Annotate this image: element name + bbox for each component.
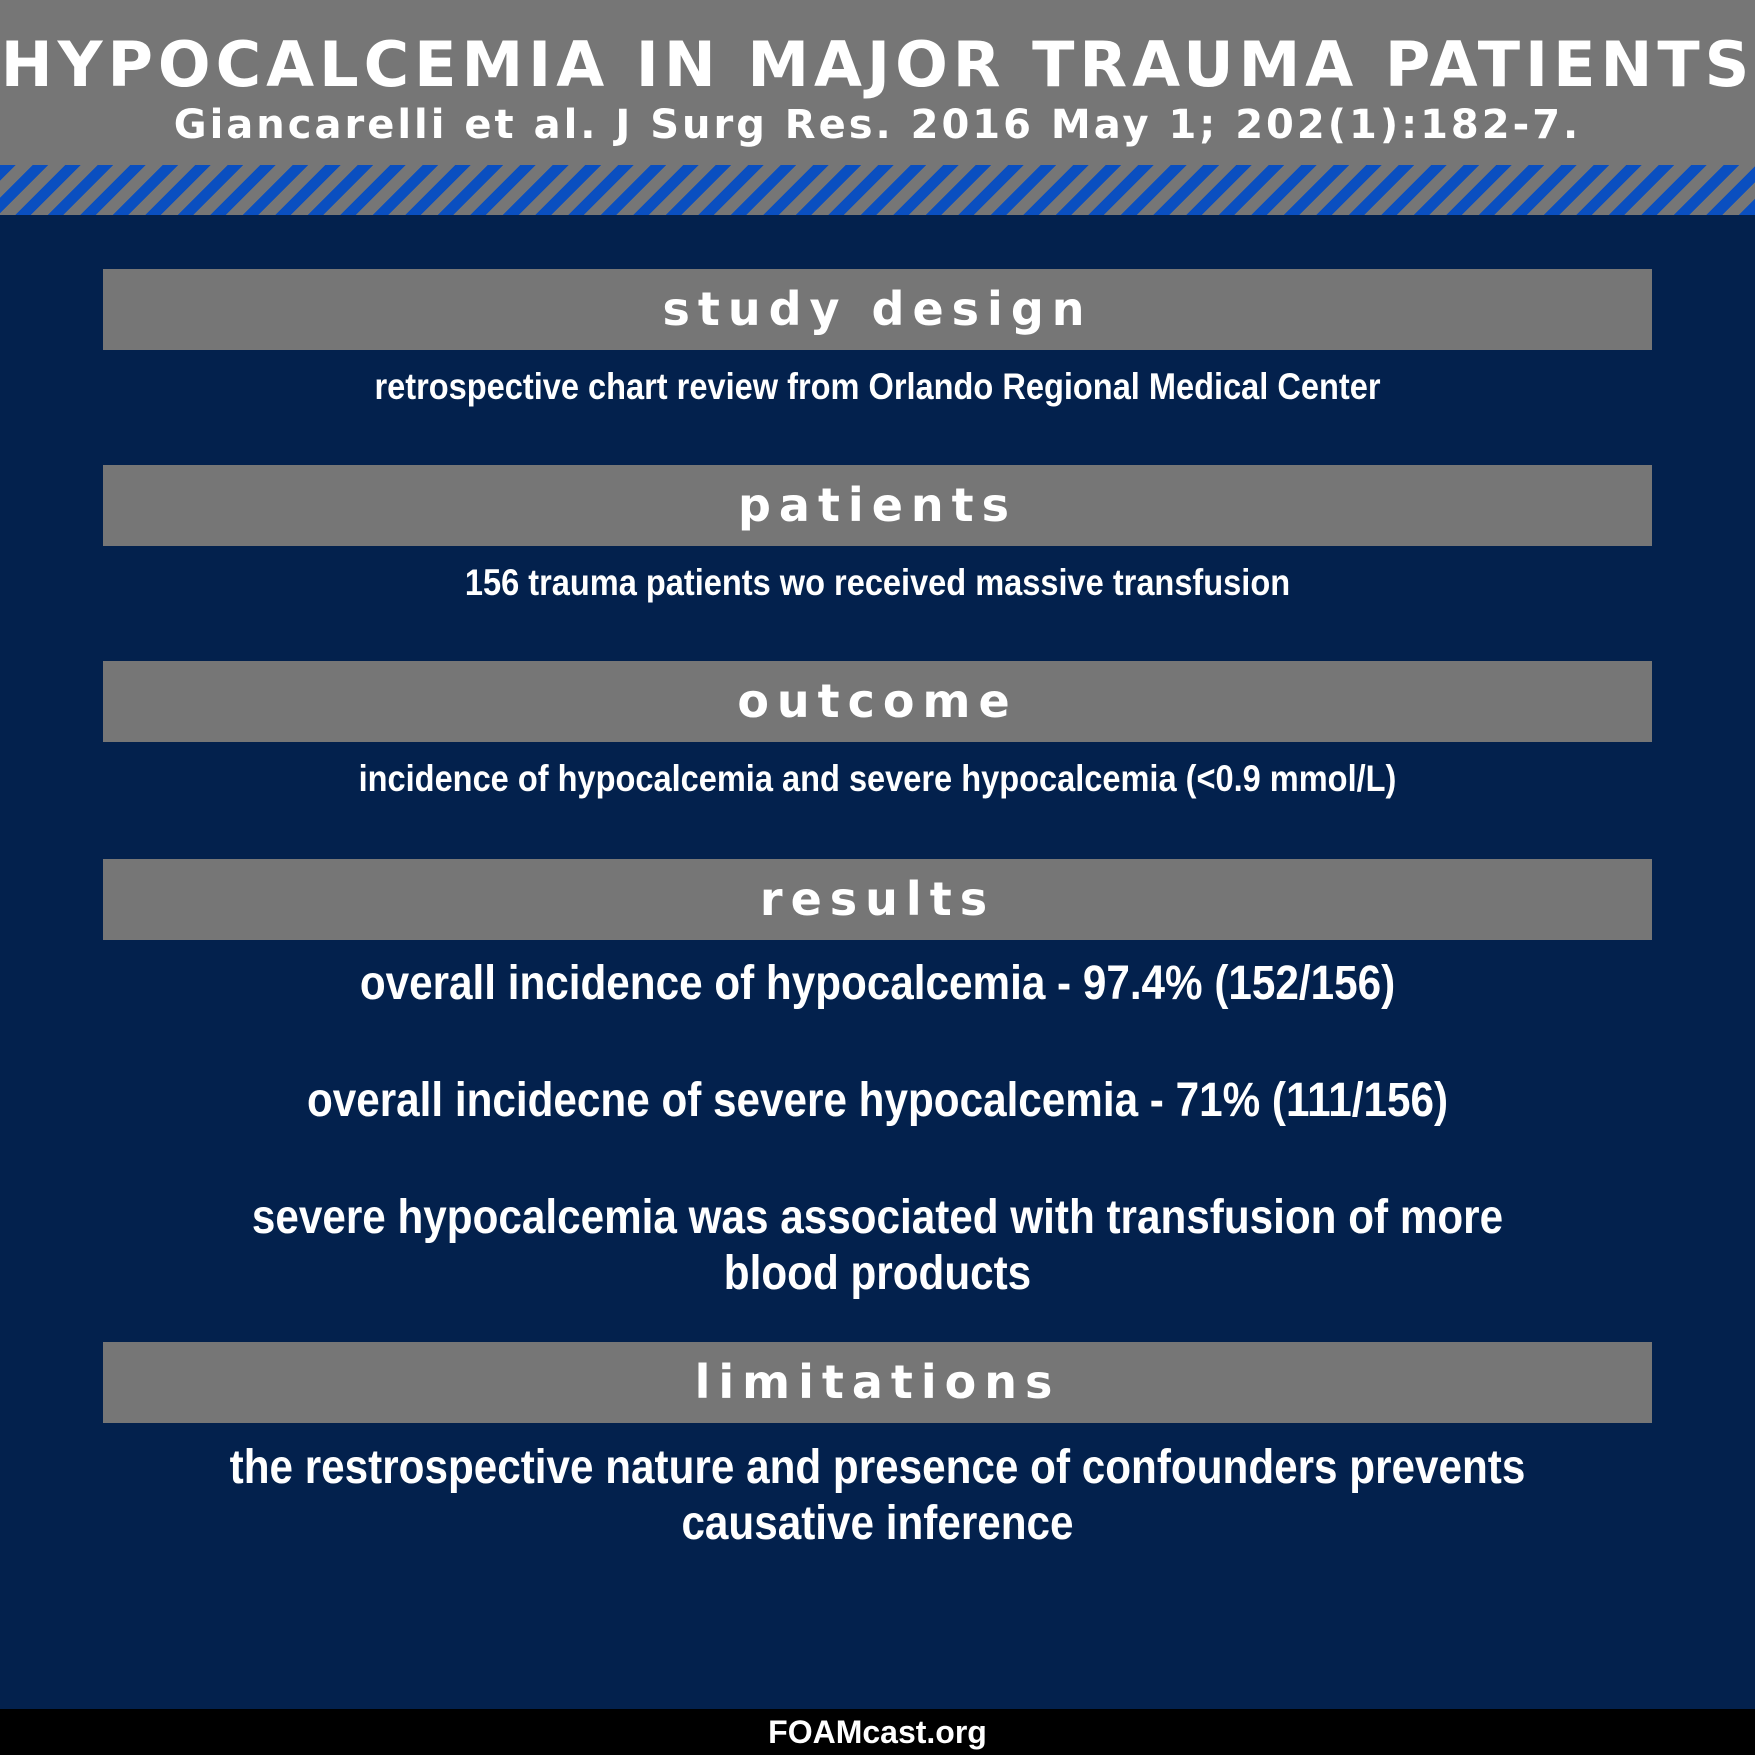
section-heading-outcome: outcome	[103, 661, 1652, 742]
header	[0, 0, 1755, 165]
section-heading-study-design: study design	[103, 269, 1652, 350]
footer-link[interactable]: FOAMcast.org	[768, 1714, 987, 1750]
page-title: HYPOCALCEMIA IN MAJOR TRAUMA PATIENTS	[0, 28, 1755, 101]
citation: Giancarelli et al. J Surg Res. 2016 May 1; 202(1):182-7.	[173, 102, 1582, 148]
limitations-text: the restrospective nature and presence of confounders prevents causative inference	[229, 1441, 1526, 1550]
patients-text: 156 trauma patients wo received massive transfusion	[464, 562, 1291, 603]
results-item: overall incidence of hypocalcemia - 97.4% (152/156)	[359, 957, 1396, 1010]
footer	[0, 1709, 1755, 1755]
outcome-text: incidence of hypocalcemia and severe hypocalcemia (<0.9 mmol/L)	[358, 758, 1397, 799]
results-item: severe hypocalcemia was associated with transfusion of more blood products	[251, 1191, 1504, 1300]
study-design-text: retrospective chart review from Orlando Regional Medical Center	[374, 366, 1381, 407]
section-heading-limitations: limitations	[103, 1342, 1652, 1423]
results-item: overall incidecne of severe hypocalcemia - 71% (111/156)	[306, 1074, 1449, 1127]
section-heading-results: results	[103, 859, 1652, 940]
section-heading-patients: patients	[103, 465, 1652, 546]
decorative-stripes	[0, 165, 1755, 215]
